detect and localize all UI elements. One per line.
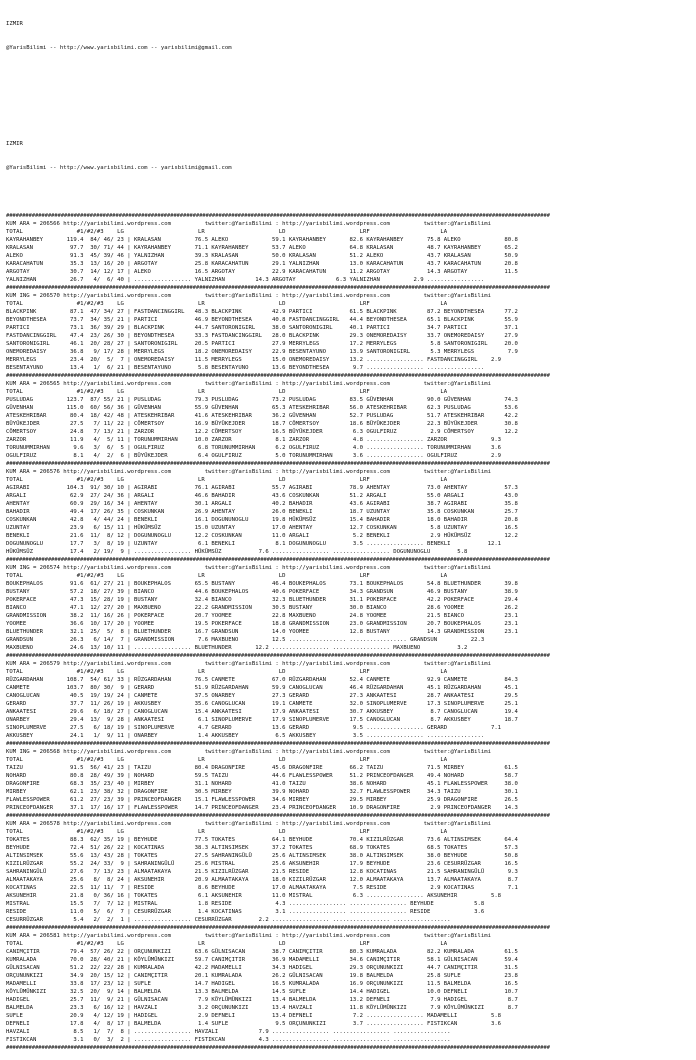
report-credit: @YarisBilimi -- http://www.yarisbilimi.com -- yarisbilimi@gmail.com: [6, 45, 232, 51]
table-row: HAVZALI 8.5 1/ 7/ 8 | ................. HAVZALI 7.9 ................. ................. .................: [6, 1029, 451, 1035]
table-row: BLACKPINK 87.1 47/ 34/ 27 | FASTDANCINGGIRL 48.3 BLACKPINK 42.9 PARTICI 61.5 BLACKPINK 87.2 BEYONDTHESEA 77.2: [6, 309, 518, 315]
separator-line: #########################################################################################################################################################################: [6, 925, 550, 931]
table-row: CESURRÜZGAR 5.4 2/ 2/ 1 | ................. CESURRÜZGAR 2.2 ................. ................. .................: [6, 917, 451, 923]
table-row: BLUETHUNDER 32.1 25/ 5/ 8 | BLUETHUNDER 16.7 GRANDSUN 14.0 YOOMEE 12.8 BUSTANY 14.3 GRANDMISSION 23.1: [6, 629, 518, 635]
table-row: PARTICI 73.1 36/ 39/ 29 | BLACKPINK 44.7 SANTORONIGIRL 38.0 SANTORONIGIRL 40.1 PARTICI 34.7 PARTICI 37.1: [6, 325, 518, 331]
table-row: ZARZOR 11.9 4/ 5/ 11 | TORUNUMMIRHAN 10.0 ZARZOR 8.1 ZARZOR 4.8 ................. ZARZOR 9.3: [6, 437, 502, 443]
race-column-header: TOTAL #1/#2/#3 LG LR LD LRF LA: [6, 229, 448, 235]
race-block: [6, 372, 550, 460]
separator-line: #########################################################################################################################################################################: [6, 557, 550, 563]
table-row: BOUKEPHALOS 91.6 61/ 27/ 21 | BOUKEPHALOS 65.5 BUSTANY 46.4 BOUKEPHALOS 73.1 BOUKEPHALOS 54.8 BLUETHUNDER 39.8: [6, 581, 518, 587]
table-row: HÜKÜMSÜZ 17.4 2/ 19/ 9 | ................. HÜKÜMSÜZ 7.6 ................. ................. DOGUNUNOGLU 5.8: [6, 549, 468, 555]
table-row: ONEMOREDAISY 36.8 9/ 17/ 28 | MERRYLEGS 18.2 ONEMOREDAISY 22.9 BESENTAYUNO 13.9 SANTORONIGIRL 5.3 MERRYLEGS 7.9: [6, 349, 518, 355]
table-row: ANKAATESI 29.6 6/ 18/ 27 | CANOGLUCAN 15.4 ANKAATESI 17.9 ANKAATESI 30.7 AKKUSBEY 8.7 CANOGLUCAN 19.4: [6, 709, 518, 715]
race-header: KUM ARA = 206566 http://yarisbilimi.wordpress.com twitter:@YarisBilimi : http://yarisbilimi.wordpress.com twitter:@YarisBilimi: [6, 221, 491, 227]
table-row: TAIZU 91.5 56/ 41/ 23 | TAIZU 80.4 DRAGONFIRE 45.6 DRAGONFIRE 66.2 TAIZU 71.5 MIRBEY 61.5: [6, 765, 518, 771]
table-row: KRALASAN 97.7 30/ 71/ 44 | KAYRAHANBEY 71.1 KAYRAHANBEY 53.7 ALEKO 64.8 KRALASAN 48.7 KAYRAHANBEY 65.2: [6, 245, 518, 251]
table-row: SUFLE 20.9 4/ 12/ 19 | HADIGEL 2.9 DEFNELI 13.4 DEFNELI 7.2 ................. MADAMELLI 5.8: [6, 1013, 502, 1019]
table-row: BUSTANY 57.2 18/ 27/ 39 | BIANCO 44.6 BOUKEPHALOS 40.6 POKERFACE 34.3 GRANDSUN 46.9 BUSTANY 38.9: [6, 589, 518, 595]
race-block: [6, 212, 550, 284]
table-row: FLAWLESSPOWER 61.2 27/ 23/ 39 | PRINCEOFDANGER 15.1 FLAWLESSPOWER 34.6 MIRBEY 29.5 MIRBEY 25.9 DRAGONFIRE 26.5: [6, 797, 518, 803]
table-row: AGIRABI 104.3 91/ 30/ 10 | AGIRABI 76.1 AGIRABI 55.7 AGIRABI 78.9 AHENTAY 73.0 AHENTAY 57.3: [6, 485, 518, 491]
table-row: BIANCO 47.1 12/ 27/ 20 | MAXBUENO 22.2 GRANDMISSION 30.5 BUSTANY 30.0 BIANCO 28.6 YOOMEE 26.2: [6, 605, 518, 611]
race-column-header: TOTAL #1/#2/#3 LG LR LD LRF LA: [6, 669, 448, 675]
table-row: CANIMÇITIR 79.4 57/ 26/ 22 | ORÇUNUNKIZI 63.6 GÜLNISACAN 38.7 CANIMÇITIR 80.3 KUMRALADA 82.2 KUMRALADA 61.5: [6, 949, 518, 955]
table-row: ALTINSIMSEK 55.6 13/ 43/ 28 | TOKATES 27.5 SAHRANINGÜLÜ 25.6 ALTINSIMSEK 38.0 ALTINSIMSEK 38.0 BEYHUDE 50.8: [6, 853, 518, 859]
race-block: [6, 460, 550, 556]
race-column-header: TOTAL #1/#2/#3 LG LR LD LRF LA: [6, 829, 448, 835]
table-row: CANMETE 103.7 80/ 30/ 9 | GERARD 51.9 RÜZGARDAHAN 59.9 CANOGLUCAN 46.4 RÜZGARDAHAN 45.1 RÜZGARDAHAN 45.1: [6, 685, 518, 691]
table-row: MISTRAL 15.5 7/ 7/ 12 | MISTRAL 1.8 RESIDE 4.3 ................. ................. BEYHUDE 5.8: [6, 901, 485, 907]
table-row: OGULFIRUZ 8.1 4/ 2/ 6 | BÜYÜKEJDER 6.4 OGULFIRUZ 5.0 TORUNUMMIRHAN 3.6 ................. OGULFIRUZ 2.9: [6, 453, 502, 459]
table-row: POKERFACE 47.3 15/ 28/ 19 | BUSTANY 32.4 BIANCO 32.3 BLUETHUNDER 31.1 POKERFACE 42.2 POKERFACE 29.4: [6, 597, 518, 603]
race-column-header: TOTAL #1/#2/#3 LG LR LD LRF LA: [6, 941, 448, 947]
table-row: MIRBEY 62.1 23/ 38/ 32 | DRAGONFIRE 30.5 MIRBEY 39.9 NOHARD 32.7 FLAWLESSPOWER 34.3 TAIZU 30.1: [6, 789, 518, 795]
table-row: NOHARD 80.8 28/ 49/ 39 | NOHARD 59.5 TAIZU 44.6 FLAWLESSPOWER 51.2 PRINCEOFDANGER 49.4 NOHARD 58.7: [6, 773, 518, 779]
table-row: YOOMEE 36.6 10/ 17/ 20 | YOOMEE 19.5 POKERFACE 18.8 GRANDMISSION 23.0 GRANDMISSION 20.7 BOUKEPHALOS 23.1: [6, 621, 518, 627]
table-row: SANTORONIGIRL 46.1 20/ 28/ 27 | SANTORONIGIRL 20.5 PARTICI 27.9 MERRYLEGS 17.2 MERRYLEGS 5.8 SANTORONIGIRL 20.0: [6, 341, 518, 347]
table-row: YALNIZHAN 26.7 4/ 6/ 40 | ................. YALNIZHAN 14.3 ARGOTAY 6.3 YALNIZHAN 2.9 .................: [6, 277, 485, 283]
table-row: GÜVENHAN 115.0 60/ 56/ 36 | GÜVENHAN 55.9 GÜVENHAN 65.3 ATESKEHRIBAR 56.0 ATESKEHRIBAR 62.3 PUSLUDAG 53.6: [6, 405, 518, 411]
race-block: [6, 924, 550, 1044]
table-row: DOGUNUNOGLU 17.7 3/ 8/ 19 | UZUNTAY 6.1 BENEKLI 8.1 DOGUNUNOGLU 3.5 ................. BENEKLI 12.1: [6, 541, 502, 547]
separator-line: #########################################################################################################################################################################: [6, 285, 550, 291]
race-header: KUM ARA = 206581 http://yarisbilimi.wordpress.com twitter:@YarisBilimi : http://yarisbilimi.wordpress.com twitter:@YarisBilimi: [6, 933, 491, 939]
table-row: BEYONDTHESEA 73.7 34/ 35/ 21 | PARTICI 46.9 BEYONDTHESEA 40.8 FASTDANCINGGIRL 44.4 BEYONDTHESEA 65.1 BLACKPINK 55.9: [6, 317, 518, 323]
table-row: DEFNELI 17.8 4/ 8/ 17 | BALMELDA 1.4 SUFLE 9.5 ORÇUNUNKIZI 3.7 ................. FISTIKCAN 3.6: [6, 1021, 502, 1027]
table-row: SAHRANINGÜLÜ 27.6 7/ 13/ 23 | ALMAATAKAYA 21.5 KIZILRÜZGAR 21.5 RESIDE 12.8 KOCATINAS 21.5 SAHRANINGÜLÜ 9.3: [6, 869, 518, 875]
table-row: AKSUNEHIR 21.8 0/ 36/ 16 | TOKATES 6.1 AKSUNEHIR 11.0 MISTRAL 6.3 ................. AKSUNEHIR 5.8: [6, 893, 502, 899]
separator-line: #########################################################################################################################################################################: [6, 741, 550, 747]
table-row: BÜYÜKEJDER 27.5 7/ 11/ 22 | CÖMERTSOY 16.9 BÜYÜKEJDER 18.7 CÖMERTSOY 18.6 BÜYÜKEJDER 22.3 BÜYÜKEJDER 30.8: [6, 421, 518, 427]
race-column-header: TOTAL #1/#2/#3 LG LR LD LRF LA: [6, 301, 448, 307]
race-block: [6, 556, 550, 652]
table-row: GÜLNISACAN 51.2 22/ 22/ 28 | KUMRALADA 42.2 MADAMELLI 34.3 HADIGEL 29.3 ORÇUNUNKIZI 44.7 CANIMÇITIR 31.5: [6, 965, 518, 971]
table-row: CÖMERTSOY 24.8 7/ 13/ 21 | ZARZOR 12.2 CÖMERTSOY 16.5 BÜYÜKEJDER 6.3 OGULFIRUZ 2.9 CÖMERTSOY 12.2: [6, 429, 518, 435]
table-row: KIZILRÜZGAR 55.2 24/ 33/ 9 | SAHRANINGÜLÜ 25.6 MISTRAL 25.6 AKSUNEHIR 17.9 BEYHUDE 23.6 CESURRÜZGAR 16.5: [6, 861, 518, 867]
separator-line: #########################################################################################################################################################################: [6, 653, 550, 659]
table-row: FASTDANCINGGIRL 47.4 23/ 26/ 30 | BEYONDTHESEA 33.3 FASTDANCINGGIRL 28.0 BLACKPINK 29.3 ONEMOREDAISY 33.7 ONEMOREDAISY 27.9: [6, 333, 518, 339]
report-subcredit: @YarisBilimi -- http://www.yarisbilimi.com -- yarisbilimi@gmail.com: [6, 165, 232, 171]
table-row: MERRYLEGS 23.4 20/ 5/ 7 | ONEMOREDAISY 11.5 MERRYLEGS 15.0 ONEMOREDAISY 13.2 ................. FASTDANCINGGIRL 2.9: [6, 357, 502, 363]
table-row: UZUNTAY 23.9 6/ 15/ 11 | HÜKÜMSÜZ 15.0 UZUNTAY 17.0 AHENTAY 12.7 COSKUNKAN 5.8 UZUNTAY 16.5: [6, 525, 518, 531]
table-row: BALMELDA 23.3 6/ 16/ 12 | HAVZALI 3.2 ORÇUNUNKIZI 13.4 HAVZALI 11.8 KÖYLÜMÜNKIZI 7.9 KÖYLÜMÜNKIZI 8.7: [6, 1005, 518, 1011]
table-row: BAHADIR 49.4 17/ 26/ 35 | COSKUNKAN 26.9 AHENTAY 26.0 BENEKLI 18.7 UZUNTAY 35.8 COSKUNKAN 25.7: [6, 509, 518, 515]
race-header: KUM ARA = 206576 http://yarisbilimi.wordpress.com twitter:@YarisBilimi : http://yarisbilimi.wordpress.com twitter:@YarisBilimi: [6, 469, 491, 475]
race-column-header: TOTAL #1/#2/#3 LG LR LD LRF LA: [6, 757, 448, 763]
race-header: KUM ARA = 206578 http://yarisbilimi.wordpress.com twitter:@YarisBilimi : http://yarisbilimi.wordpress.com twitter:@YarisBilimi: [6, 821, 491, 827]
table-row: COSKUNKAN 42.8 4/ 44/ 24 | BENEKLI 16.1 DOGUNUNOGLU 19.8 HÜKÜMSÜZ 15.4 BAHADIR 18.0 BAHADIR 20.8: [6, 517, 518, 523]
race-block: [6, 740, 550, 812]
table-row: KÖYLÜMÜNKIZI 32.5 20/ 9/ 14 | BALMELDA 13.3 BALMELDA 14.5 SUFLE 14.4 HADIGEL 10.0 DEFNELI 10.7: [6, 989, 518, 995]
table-row: KAYRAHANBEY 119.4 84/ 46/ 23 | KRALASAN 76.5 ALEKO 59.1 KAYRAHANBEY 82.6 KAYRAHANBEY 75.8 ALEKO 80.8: [6, 237, 518, 243]
table-row: BESENTAYUNO 13.4 1/ 6/ 21 | BESENTAYUNO 5.8 BESENTAYUNO 13.6 BEYONDTHESEA 9.7 ................. .................: [6, 365, 485, 371]
table-row: HADIGEL 25.7 11/ 9/ 21 | GÜLNISACAN 7.9 KÖYLÜMÜNKIZI 13.4 BALMELDA 13.2 DEFNELI 7.9 HADIGEL 8.7: [6, 997, 518, 1003]
table-row: AKKUSBEY 24.1 1/ 9/ 11 | ONARBEY 1.4 AKKUSBEY 6.5 AKKUSBEY 3.5 ................. .................: [6, 733, 485, 739]
table-row: RESIDE 11.0 5/ 6/ 7 | CESURRÜZGAR 1.4 KOCATINAS 3.1 ................. ................. RESIDE 3.6: [6, 909, 485, 915]
separator-line: #########################################################################################################################################################################: [6, 813, 550, 819]
separator-line: #########################################################################################################################################################################: [6, 373, 550, 379]
table-row: KOCATINAS 22.5 11/ 11/ 7 | RESIDE 8.6 BEYHUDE 17.0 ALMAATAKAYA 7.5 RESIDE 2.9 KOCATINAS 7.1: [6, 885, 518, 891]
race-report-document: [6, 4, 550, 1060]
table-row: PRINCEOFDANGER 37.1 17/ 16/ 17 | FLAWLESSPOWER 14.7 PRINCEOFDANGER 23.4 PRINCEOFDANGER 10.9 DRAGONFIRE 2.9 PRINCEOFDANGER 14.3: [6, 805, 518, 811]
race-column-header: TOTAL #1/#2/#3 LG LR LD LRF LA: [6, 389, 448, 395]
table-row: KARACAHATUN 35.3 13/ 16/ 20 | ARGOTAY 25.8 KARACAHATUN 29.1 YALNIZHAN 13.0 KARACAHATUN 43.7 KARACAHATUN 20.8: [6, 261, 518, 267]
report-title: IZMIR: [6, 21, 23, 27]
races-container: [6, 212, 550, 1052]
race-header: KUM ING = 206568 http://yarisbilimi.wordpress.com twitter:@YarisBilimi : http://yarisbilimi.wordpress.com twitter:@YarisBilimi: [6, 749, 491, 755]
race-block: [6, 812, 550, 924]
table-row: FISTIKCAN 3.1 0/ 3/ 2 | ................. FISTIKCAN 4.3 ................. ................. .................: [6, 1037, 451, 1043]
table-row: SINOPLUMERVE 27.5 6/ 18/ 19 | SINOPLUMERVE 4.7 GERARD 13.6 GERARD 9.5 ................. GERARD 7.1: [6, 725, 502, 731]
table-row: TOKATES 88.3 62/ 35/ 19 | BEYHUDE 77.5 TOKATES 64.1 BEYHUDE 70.4 KIZILRÜZGAR 73.6 ALTINSIMSEK 64.4: [6, 837, 518, 843]
race-header: KUM ARA = 206565 http://yarisbilimi.wordpress.com twitter:@YarisBilimi : http://yarisbilimi.wordpress.com twitter:@YarisBilimi: [6, 381, 491, 387]
table-row: TORUNUMMIRHAN 9.6 3/ 6/ 5 | OGULFIRUZ 6.8 TORUNUMMIRHAN 6.2 OGULFIRUZ 4.0 ................. TORUNUMMIRHAN 3.6: [6, 445, 502, 451]
table-row: ARGALI 62.9 27/ 24/ 36 | ARGALI 46.6 BAHADIR 43.6 COSKUNKAN 51.2 ARGALI 55.0 ARGALI 43.0: [6, 493, 518, 499]
table-row: RÜZGARDAHAN 108.7 54/ 61/ 33 | RÜZGARDAHAN 76.5 CANMETE 67.0 RÜZGARDAHAN 52.4 CANMETE 92.9 CANMETE 84.3: [6, 677, 518, 683]
table-row: ALMAATAKAYA 25.6 8/ 8/ 24 | AKSUNEHIR 20.9 ALMAATAKAYA 18.0 KIZILRÜZGAR 12.0 ALMAATAKAYA 13.7 ALMAATAKAYA 8.7: [6, 877, 518, 883]
separator-line: #########################################################################################################################################################################: [6, 461, 550, 467]
table-row: BEYHUDE 72.4 51/ 26/ 22 | KOCATINAS 38.3 ALTINSIMSEK 37.2 TOKATES 68.9 TOKATES 68.5 TOKATES 57.3: [6, 845, 518, 851]
table-row: GRANDMISSION 38.2 11/ 16/ 26 | POKERFACE 20.7 YOOMEE 22.8 MAXBUENO 24.8 YOOMEE 21.5 BIANCO 23.1: [6, 613, 518, 619]
race-column-header: TOTAL #1/#2/#3 LG LR LD LRF LA: [6, 477, 448, 483]
table-row: PUSLUDAG 123.7 87/ 55/ 21 | PUSLUDAG 79.3 PUSLUDAG 73.2 PUSLUDAG 83.5 GÜVENHAN 90.0 GÜVENHAN 74.3: [6, 397, 518, 403]
table-row: DRAGONFIRE 68.3 35/ 23/ 40 | MIRBEY 31.1 NOHARD 41.0 TAIZU 38.6 NOHARD 45.1 FLAWLESSPOWER 38.0: [6, 781, 518, 787]
race-header: KUM ARA = 206579 http://yarisbilimi.wordpress.com twitter:@YarisBilimi : http://yarisbilimi.wordpress.com twitter:@YarisBilimi: [6, 661, 491, 667]
race-block: [6, 284, 550, 372]
table-row: ARGOTAY 30.7 14/ 12/ 17 | ALEKO 16.5 ARGOTAY 22.9 KARACAHATUN 11.2 ARGOTAY 14.3 ARGOTAY 11.5: [6, 269, 518, 275]
report-subtitle: IZMIR: [6, 141, 23, 147]
table-row: ORÇUNUNKIZI 34.9 20/ 15/ 12 | CANIMÇITIR 20.1 KUMRALADA 26.2 GÜLNISACAN 19.8 BALMELDA 25.8 SUFLE 23.8: [6, 973, 518, 979]
race-block: [6, 652, 550, 740]
table-row: GERARD 37.7 11/ 26/ 19 | AKKUSBEY 35.6 CANOGLUCAN 19.1 CANMETE 32.0 SINOPLUMERVE 17.3 SINOPLUMERVE 25.1: [6, 701, 518, 707]
separator-line: #########################################################################################################################################################################: [6, 1045, 550, 1051]
race-header: KUM ING = 206570 http://yarisbilimi.wordpress.com twitter:@YarisBilimi : http://yarisbilimi.wordpress.com twitter:@YarisBilimi: [6, 293, 491, 299]
table-row: KUMRALADA 70.0 28/ 40/ 21 | KÖYLÜMÜNKIZI 59.7 CANIMÇITIR 36.9 MADAMELLI 34.6 CANIMÇITIR 58.1 GÜLNISACAN 59.4: [6, 957, 518, 963]
separator-line: #########################################################################################################################################################################: [6, 213, 550, 219]
table-row: BENEKLI 21.6 11/ 8/ 12 | DOGUNUNOGLU 12.2 COSKUNKAN 11.0 ARGALI 5.2 BENEKLI 2.9 HÜKÜMSÜZ 12.2: [6, 533, 518, 539]
table-row: MAXBUENO 24.6 13/ 10/ 11 | ................. BLUETHUNDER 12.2 ................. ................. MAXBUENO 3.2: [6, 645, 468, 651]
table-row: AHENTAY 60.9 29/ 16/ 34 | AHENTAY 30.1 ARGALI 40.2 BAHADIR 43.6 AGIRABI 38.7 AGIRABI 35.8: [6, 501, 518, 507]
race-column-header: TOTAL #1/#2/#3 LG LR LD LRF LA: [6, 573, 448, 579]
table-row: MADAMELLI 33.8 17/ 23/ 12 | SUFLE 14.7 HADIGEL 16.5 KUMRALADA 16.9 ORÇUNUNKIZI 11.5 BALMELDA 16.5: [6, 981, 518, 987]
table-row: CANOGLUCAN 40.5 19/ 19/ 24 | CANMETE 37.5 ONARBEY 27.3 GERARD 27.3 ANKAATESI 28.7 ANKAATESI 29.5: [6, 693, 518, 699]
table-row: ONARBEY 29.4 13/ 9/ 28 | ANKAATESI 6.1 SINOPLUMERVE 17.9 SINOPLUMERVE 17.5 CANOGLUCAN 8.7 AKKUSBEY 18.7: [6, 717, 518, 723]
table-row: GRANDSUN 26.3 6/ 14/ 7 | GRANDMISSION 7.6 MAXBUENO 12.5 ................. ................. GRANDSUN 22.3: [6, 637, 485, 643]
race-header: KUM ING = 206574 http://yarisbilimi.wordpress.com twitter:@YarisBilimi : http://yarisbilimi.wordpress.com twitter:@YarisBilimi: [6, 565, 491, 571]
table-row: ALEKO 91.3 45/ 39/ 46 | YALNIZHAN 39.3 KRALASAN 50.0 KRALASAN 51.2 ALEKO 43.7 KRALASAN 50.9: [6, 253, 518, 259]
table-row: ATESKEHRIBAR 80.4 18/ 42/ 48 | ATESKEHRIBAR 41.6 ATESKEHRIBAR 36.2 GÜVENHAN 52.7 PUSLUDAG 51.7 ATESKEHRIBAR 42.2: [6, 413, 518, 419]
